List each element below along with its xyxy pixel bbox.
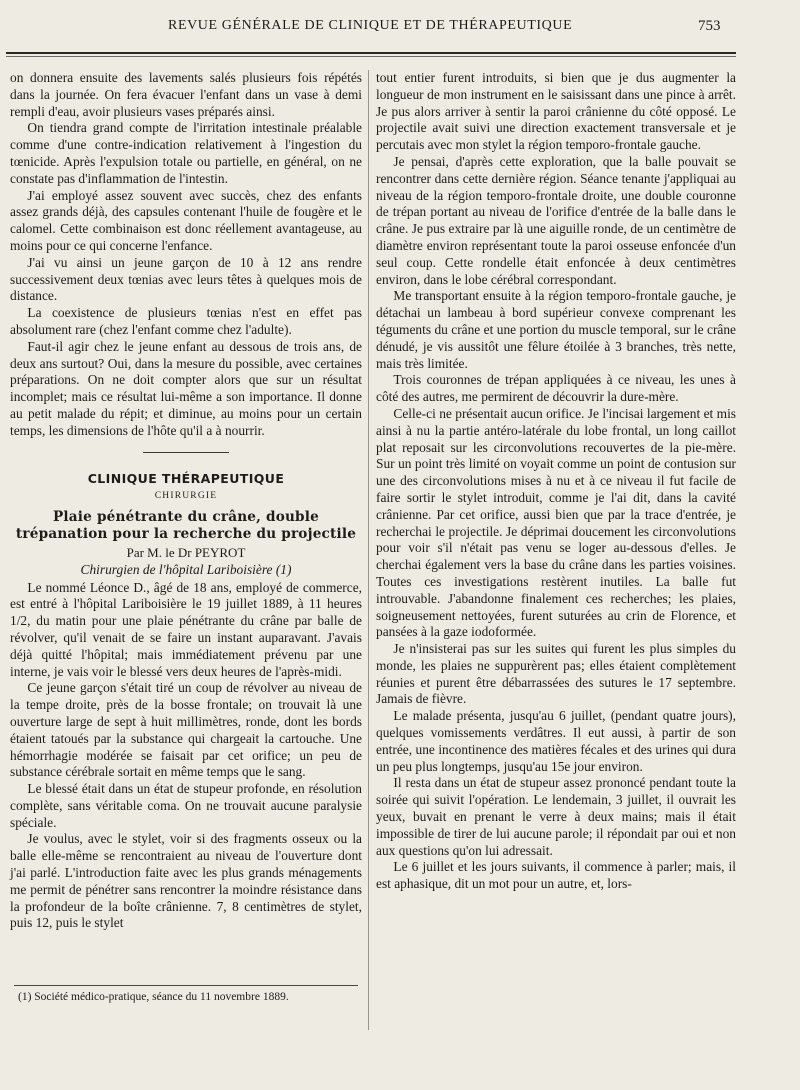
left-column: [10, 70, 362, 932]
section-separator: [143, 452, 229, 453]
paragraph: Le nommé Léonce D., âgé de 18 ans, employé de commerce, est entré à l'hôpital Lariboisière le 19 juillet 1889, à 11 heures 1/2, du matin pour une plaie pénétrante du crâne par balle de révolver, qu'il venait de se faire un instant auparavant. J'avais déjà quitté l'hôpital; mais immédiatement prévenu par une interne, je vais voir le blessé vers deux heures de l'après-midi.: [10, 579, 362, 679]
header-rule-thin: [6, 56, 736, 57]
paragraph: Faut-il agir chez le jeune enfant au dessous de trois ans, de deux ans surtout? Oui, dans la mesure du possible, avec certaines préparations. On ne doit compter alors que sur un résultat incomplet; mais ce résultat lui-même a son importance. Il donne au petit malade du répit; et diminue, au moins pour un certain temps, les dimensions de l'hôte qu'il a à nourrir.: [10, 338, 362, 438]
footnote-rule: [14, 985, 358, 986]
paragraph: Me transportant ensuite à la région temporo-frontale gauche, je détachai un lambeau à bord supérieur convexe comprenant les téguments du crâne et une portion du muscle temporal, sur le crâne dénudé, je vis aussitôt une fêlure étoilée à 3 branches, très nette, mais très limitée.: [376, 288, 736, 371]
paragraph: Le blessé était dans un état de stupeur profonde, en résolution complète, sans véritable coma. On ne trouvait aucune paralysie spéciale.: [10, 781, 362, 830]
column-divider: [368, 70, 369, 1030]
paragraph: Je voulus, avec le stylet, voir si des fragments osseux ou la balle elle-même se rencontraient au niveau de l'ouverture dont j'ai parlé. L'introduction faite avec les plus grands ménagements me permit de pénétrer sans rencontrer la moindre résistance dans la profondeur de la boîte crânienne. 7, 8 centimètres de stylet, puis 12, puis le stylet: [10, 831, 362, 931]
paragraph: Ce jeune garçon s'était tiré un coup de révolver au niveau de la tempe droite, près de la bosse frontale; on trouvait là une ouverture large de sept à huit millimètres, ronde, dont les bords étaient tatoués par la substance qui chargeait la cartouche. Une hémorrhagie modérée se faisait par cet orifice; un peu de substance cérébrale sortait en même temps que le sang.: [10, 680, 362, 780]
paragraph: J'ai employé assez souvent avec succès, chez des enfants assez grands déjà, des capsules contenant l'huile de fougère et le calomel. Cette combinaison est donc réellement avantageuse, au moins pour ce qui concerne l'enfance.: [10, 187, 362, 253]
paragraph: Trois couronnes de trépan appliquées à ce niveau, les unes à côté des autres, me permirent de découvrir la dure-mère.: [376, 372, 736, 405]
subsection-label: CHIRURGIE: [154, 490, 218, 501]
paragraph: Je n'insisterai pas sur les suites qui furent les plus simples du monde, les plaies ne suppurèrent pas; elles étaient complètement réunies et purent être débarrassées des sutures le 17 septembre. Jamais de fièvre.: [376, 641, 736, 707]
paragraph: On tiendra grand compte de l'irritation intestinale préalable comme d'une contre-indication relativement à l'ingestion du tœnicide. Après l'expulsion totale ou partielle, en général, on ne constate pas d'inflammation de l'intestin.: [10, 120, 362, 186]
footnote: (1) Société médico-pratique, séance du 11 novembre 1889.: [18, 991, 289, 1003]
paragraph: J'ai vu ainsi un jeune garçon de 10 à 12 ans rendre successivement deux tœnias avec leurs têtes à quelques mois de distance.: [10, 254, 362, 304]
paragraph: Le 6 juillet et les jours suivants, il commence à parler; mais, il est aphasique, dit un mot pour un autre, et, lors-: [376, 859, 736, 892]
page-number: 753: [698, 18, 721, 34]
author-affiliation: Chirurgien de l'hôpital Lariboisière (1): [80, 561, 292, 577]
header-rule: [6, 52, 736, 54]
paragraph: Le malade présenta, jusqu'au 6 juillet, (pendant quatre jours), quelques vomissements verdâtres. Il eut aussi, à partir de son entrée, une incontinence des matières fécales et des urines qui dura un peu plus longtemps, jusqu'au 15e jour environ.: [376, 708, 736, 774]
paragraph: Il resta dans un état de stupeur assez prononcé pendant toute la soirée qui suivit l'opération. Le lendemain, 3 juillet, il ouvrait les yeux, buvait en prenant le verre à deux mains; mais il était impossible de tirer de lui aucune parole; il répondait par oui et non aux questions qu'on lui adressait.: [376, 775, 736, 858]
paragraph: on donnera ensuite des lavements salés plusieurs fois répétés dans la journée. On fera évacuer l'enfant dans un vase à demi rempli d'eau, avoir plusieurs vases préparés ainsi.: [10, 70, 362, 119]
paragraph: Je pensai, d'après cette exploration, que la balle pouvait se rencontrer dans cette dernière région. Séance tenante j'appliquai au niveau de la région temporo-frontale droite, une double couronne de trépan portant au niveau de l'orifice d'entrée de la balle dans le crâne. Je pus extraire par là une aiguille ronde, de un centimètre de diamètre environ représentant toute la paroi osseuse enfoncée d'un seul coup. Cette rondelle était enfoncée à deux centimètres environ, dans le lobe cérébral correspondant.: [376, 153, 736, 287]
section-heading: CLINIQUE THÉRAPEUTIQUE: [87, 470, 285, 486]
paragraph: tout entier furent introduits, si bien que je dus augmenter la longueur de mon instrument en le saisissant dans une pince à arrêt. Je pus alors arriver à sentir la paroi crânienne du côté opposé. Le projectile avait suivi une direction exactement transversale et je percutais avec mon stylet la région temporo-frontale gauche.: [376, 70, 736, 153]
right-column: [376, 70, 736, 893]
author-byline: Par M. le Dr PEYROT: [126, 544, 246, 560]
paragraph: La coexistence de plusieurs tœnias n'est en effet pas absolument rare (chez l'enfant comme chez l'adulte).: [10, 305, 362, 337]
running-head: [0, 14, 800, 40]
article-title: Plaie pénétrante du crâne, double trépanation pour la recherche du projectile: [15, 508, 357, 542]
paragraph: Celle-ci ne présentait aucun orifice. Je l'incisai largement et mis ainsi à nu la partie antéro-latérale du lobe frontal, un long caillot plat reposait sur les circonvolutions recouvertes de la pie-mère. Sur un point très limité on voyait comme un point de contusion sur une des circonvolutions mises à nu et à ce niveau il fut facile de faire sortir le stylet introduit, comme je l'ai dit, dans la cavité crânienne. Par cet orifice, aussi bien que par la trace d'entrée, je recherchai le projectile. Je déprimai doucement les circonvolutions pour voir s'il n'était pas venu se loger au-dessous d'elles. Je cherchai également vers la base du crâne dans les parties voisines. Toutes ces investigations restèrent inutiles. La balle fut introuvable. J'abandonne finalement ces recherches; les plaies, soigneusement nettoyées, furent suturées au crin de Florence, et pansées à la gaze iodoformée.: [376, 405, 736, 640]
journal-title: REVUE GÉNÉRALE DE CLINIQUE ET DE THÉRAPEUTIQUE: [168, 18, 573, 33]
